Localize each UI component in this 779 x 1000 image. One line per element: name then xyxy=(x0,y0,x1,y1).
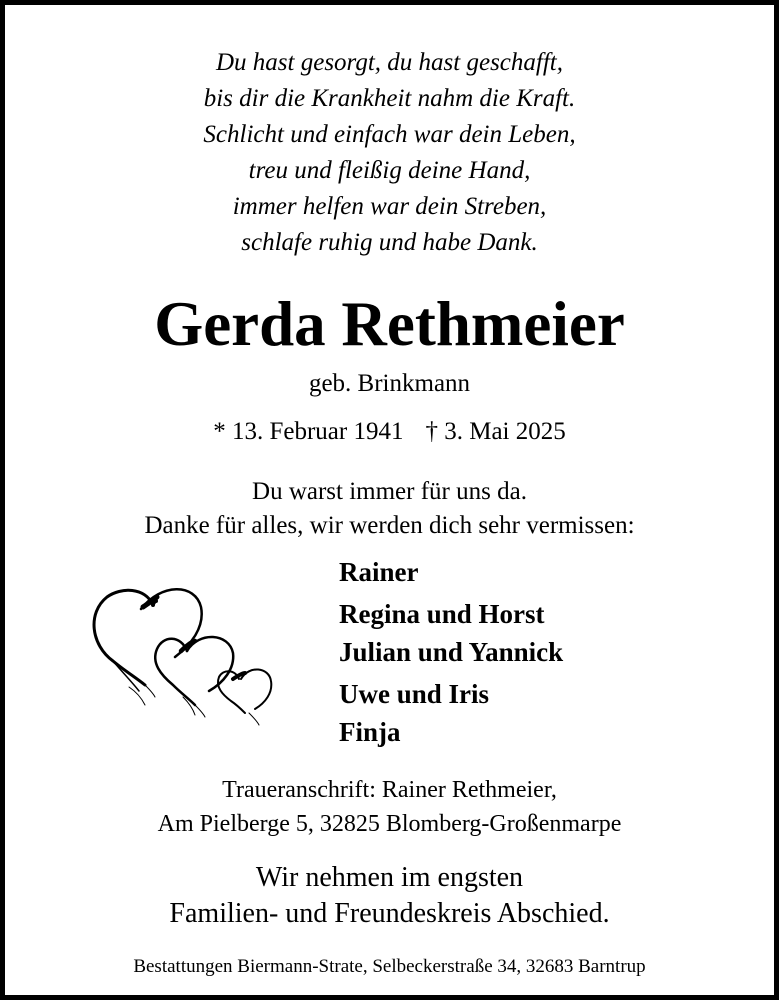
mourning-address xyxy=(5,773,774,841)
mourner-name: Finja xyxy=(339,717,401,747)
address-line: Traueranschrift: Rainer Rethmeier, xyxy=(222,777,557,803)
poem-line: Schlicht und einfach war dein Leben, xyxy=(203,121,576,148)
farewell-line: Wir nehmen im engsten xyxy=(255,862,524,893)
birth-name: geb. Brinkmann xyxy=(308,370,471,397)
message-line: Du warst immer für uns da. xyxy=(252,478,527,505)
poem-line: immer helfen war dein Streben, xyxy=(232,193,547,220)
farewell-note xyxy=(5,860,774,932)
poem-line: Du hast gesorgt, du hast geschafft, xyxy=(216,49,563,76)
poem-line: treu und fleißig deine Hand, xyxy=(248,157,531,184)
mourner-name: Julian und Yannick xyxy=(339,637,564,667)
farewell-line: Familien- und Freundeskreis Abschied. xyxy=(169,898,610,929)
mourners-list xyxy=(339,553,563,751)
undertaker-info: Bestattungen Biermann-Strate, Selbeckerstraße 34, 32683 Barntrup xyxy=(133,956,646,977)
poem xyxy=(5,45,774,261)
birth-date: * 13. Februar 1941 xyxy=(213,418,404,445)
three-hearts-icon xyxy=(83,579,283,729)
message-line: Danke für alles, wir werden dich sehr vermissen: xyxy=(144,512,635,539)
message xyxy=(5,475,774,543)
mourner-name: Regina und Horst xyxy=(339,599,545,629)
deceased-name: Gerda Rethmeier xyxy=(154,289,625,359)
mourner-name: Uwe und Iris xyxy=(339,679,490,709)
mourner-name: Rainer xyxy=(339,557,419,587)
poem-line: bis dir die Krankheit nahm die Kraft. xyxy=(203,85,576,112)
life-dates xyxy=(5,415,774,449)
address-line: Am Pielberge 5, 32825 Blomberg-Großenmarpe xyxy=(157,811,622,837)
poem-line: schlafe ruhig und habe Dank. xyxy=(241,229,538,256)
death-date: † 3. Mai 2025 xyxy=(425,418,566,445)
